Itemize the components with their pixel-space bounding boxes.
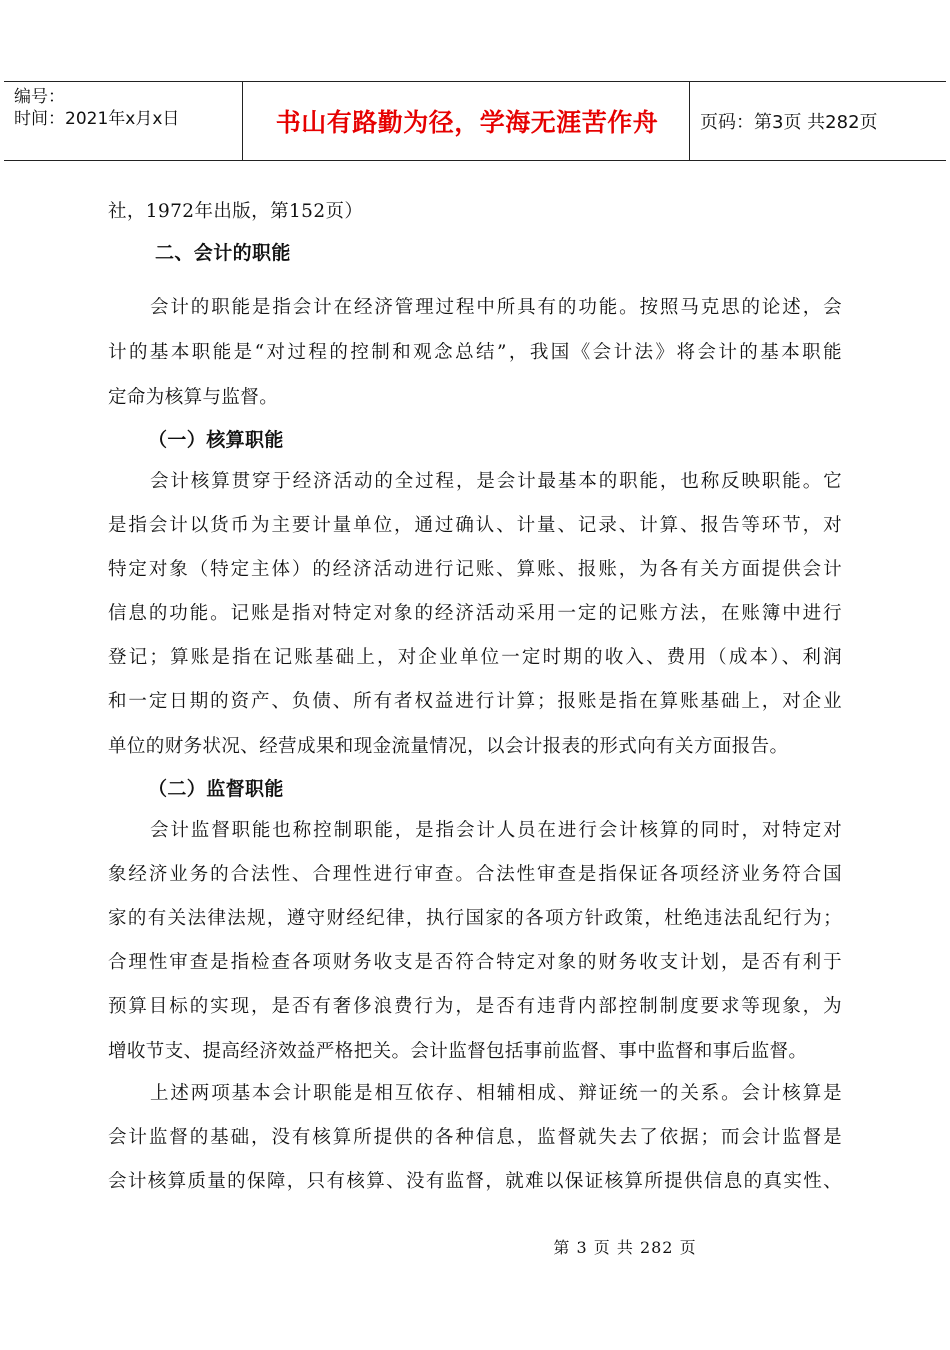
text-line: 社，1972年出版，第152页）: [108, 201, 364, 222]
paragraph-line: 合理性审查是指检查各项财务收支是否符合特定对象的财务收支计划，是否有利于: [108, 952, 842, 973]
page-footer: 第 3 页 共 282 页: [553, 1238, 697, 1257]
paragraph-line: 定命为核算与监督。: [108, 387, 279, 408]
paragraph-line: 增收节支、提高经济效益严格把关。会计监督包括事前监督、事中监督和事后监督。: [108, 1041, 808, 1062]
header-meta: [14, 86, 179, 130]
paragraph-line: 会计监督职能也称控制职能，是指会计人员在进行会计核算的同时，对特定对: [150, 820, 842, 841]
header-motto: 书山有路勤为径，学海无涯苦作舟: [275, 108, 659, 137]
paragraph-line: 计的基本职能是“对过程的控制和观念总结”，我国《会计法》将会计的基本职能: [108, 342, 842, 363]
paragraph-line: 会计核算质量的保障，只有核算、没有监督，就难以保证核算所提供信息的真实性、: [108, 1171, 842, 1192]
header-divider-left: [242, 82, 243, 160]
paragraph-line: 特定对象（特定主体）的经济活动进行记账、算账、报账，为各有关方面提供会计: [108, 559, 842, 580]
paragraph-line: 和一定日期的资产、负债、所有者权益进行计算；报账是指在算账基础上，对企业: [108, 691, 842, 712]
paragraph-line: 会计监督的基础，没有核算所提供的各种信息，监督就失去了依据；而会计监督是: [108, 1127, 842, 1148]
document-number-label: 编号：: [14, 87, 65, 107]
page-header: [4, 81, 946, 161]
section-heading: 二、会计的职能: [155, 242, 291, 264]
header-page-info: 页码：第3页 共282页: [700, 112, 878, 133]
paragraph-line: 家的有关法律法规，遵守财经纪律，执行国家的各项方针政策，杜绝违法乱纪行为；: [108, 908, 842, 929]
subsection-heading: （二）监督职能: [148, 778, 284, 800]
paragraph-line: 登记；算账是指在记账基础上，对企业单位一定时期的收入、费用（成本）、利润: [108, 647, 842, 668]
subsection-heading: （一）核算职能: [148, 429, 284, 451]
paragraph-line: 会计的职能是指会计在经济管理过程中所具有的功能。按照马克思的论述，会: [150, 297, 842, 318]
paragraph-line: 信息的功能。记账是指对特定对象的经济活动采用一定的记账方法，在账簿中进行: [108, 603, 842, 624]
paragraph-line: 会计核算贯穿于经济活动的全过程，是会计最基本的职能，也称反映职能。它: [150, 471, 842, 492]
header-divider-right: [689, 82, 690, 160]
paragraph-line: 象经济业务的合法性、合理性进行审查。合法性审查是指保证各项经济业务符合国: [108, 864, 842, 885]
paragraph-line: 是指会计以货币为主要计量单位，通过确认、计量、记录、计算、报告等环节，对: [108, 515, 842, 536]
paragraph-line: 预算目标的实现，是否有奢侈浪费行为，是否有违背内部控制制度要求等现象，为: [108, 996, 842, 1017]
paragraph-line: 上述两项基本会计职能是相互依存、相辅相成、辩证统一的关系。会计核算是: [150, 1083, 842, 1104]
paragraph-line: 单位的财务状况、经营成果和现金流量情况，以会计报表的形式向有关方面报告。: [108, 736, 789, 757]
document-time: 时间：2021年x月x日: [14, 109, 180, 129]
